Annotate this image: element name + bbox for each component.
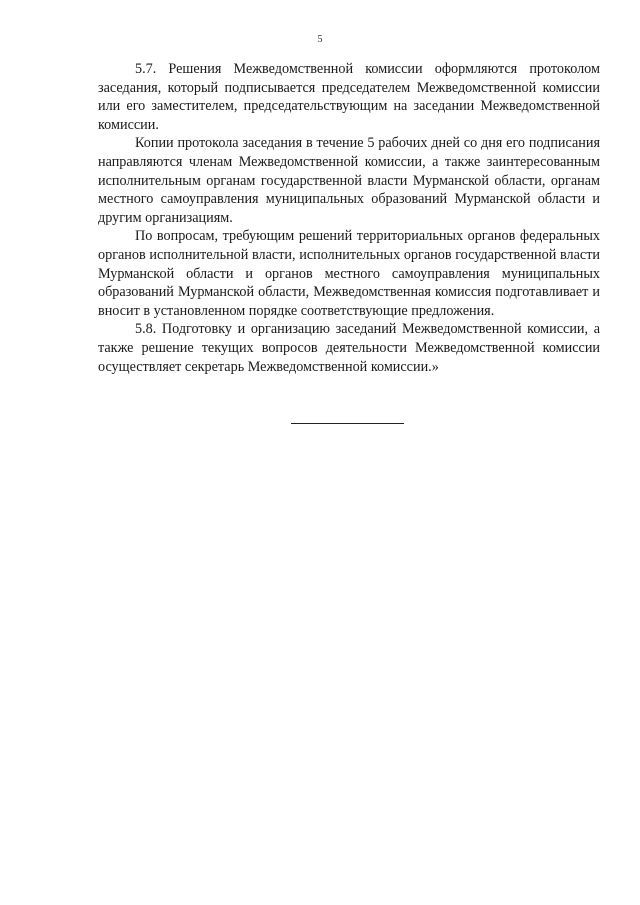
- document-body: [98, 60, 600, 376]
- paragraph-protocol-copies: Копии протокола заседания в течение 5 рабочих дней со дня его подписания направляются членам Межведомственной комиссии, а также заинтересованным исполнительным органам государственной власти Мурманской области, органам местного самоуправления муниципальных образований Мурманской области и другим организациям.: [98, 135, 600, 226]
- paragraph-proposals: По вопросам, требующим решений территориальных органов федеральных органов исполнительной власти, исполнительных органов государственной власти Мурманской области и органов местного самоуправления муниципальных образований Мурманской области, Межведомственная комиссия подготавливает и вносит в установленном порядке соответствующие предложения.: [98, 228, 600, 319]
- paragraph-5-8: 5.8. Подготовку и организацию заседаний Межведомственной комиссии, а также решение текущих вопросов деятельности Межведомственной комиссии осуществляет секретарь Межведомственной комиссии.»: [98, 321, 600, 375]
- page-number: 5: [317, 34, 323, 45]
- end-separator-line: [291, 423, 404, 424]
- paragraph-5-7: 5.7. Решения Межведомственной комиссии оформляются протоколом заседания, который подписывается председателем Межведомственной комиссии или его заместителем, председательствующим на заседании Межведомственной комиссии.: [98, 61, 600, 133]
